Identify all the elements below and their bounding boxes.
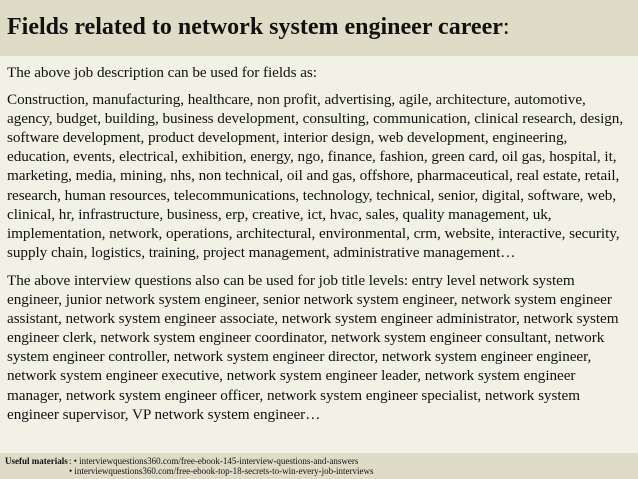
- footer-label: Useful materials: [5, 456, 68, 466]
- footer-link-2[interactable]: • interviewquestions360.com/free-ebook-top-18-secrets-to-win-every-job-interviews: [69, 466, 374, 476]
- footer-links: [69, 456, 374, 476]
- slide-title-text: Fields related to network system engineer career: [7, 14, 503, 40]
- intro-text: The above job description can be used for fields as:: [7, 64, 317, 81]
- slide-title: [7, 12, 510, 42]
- slide-body: [7, 63, 631, 424]
- footer-bar: [0, 453, 638, 479]
- slide-title-colon: :: [502, 14, 510, 40]
- footer-link-1[interactable]: : • interviewquestions360.com/free-ebook-145-interview-questions-and-answers: [69, 456, 359, 466]
- job-levels-paragraph: The above interview questions also can be used for job title levels: entry level network system engineer, junior network system engineer, senior network system engineer, network system engineer assistant, network system engineer associate, network system engineer administrator, network system engineer clerk, network system engineer coordinator, network system engineer consultant, network system engineer controller, network system engineer director, network system engineer engineer, network system engineer executive, network system engineer leader, network system engineer manager, network system engineer officer, network system engineer specialist, network system engineer supervisor, VP network system engineer…: [7, 271, 619, 423]
- fields-paragraph: Construction, manufacturing, healthcare, non profit, advertising, agile, architecture, automotive, agency, budget, building, business development, consulting, communication, clinical research, design, software development, product development, interior design, web development, engineering, education, events, electrical, exhibition, energy, ngo, finance, fashion, green card, oil gas, hospital, it, marketing, media, mining, nhs, non technical, oil and gas, offshore, pharmaceutical, real estate, retail, research, human resources, telecommunications, technology, technical, senior, digital, software, web, clinical, hr, infrastructure, business, erp, creative, ict, hvac, sales, quality management, uk, implementation, network, operations, architectural, environmental, crm, website, interactive, security, supply chain, logistics, training, project management, administrative management…: [7, 91, 624, 261]
